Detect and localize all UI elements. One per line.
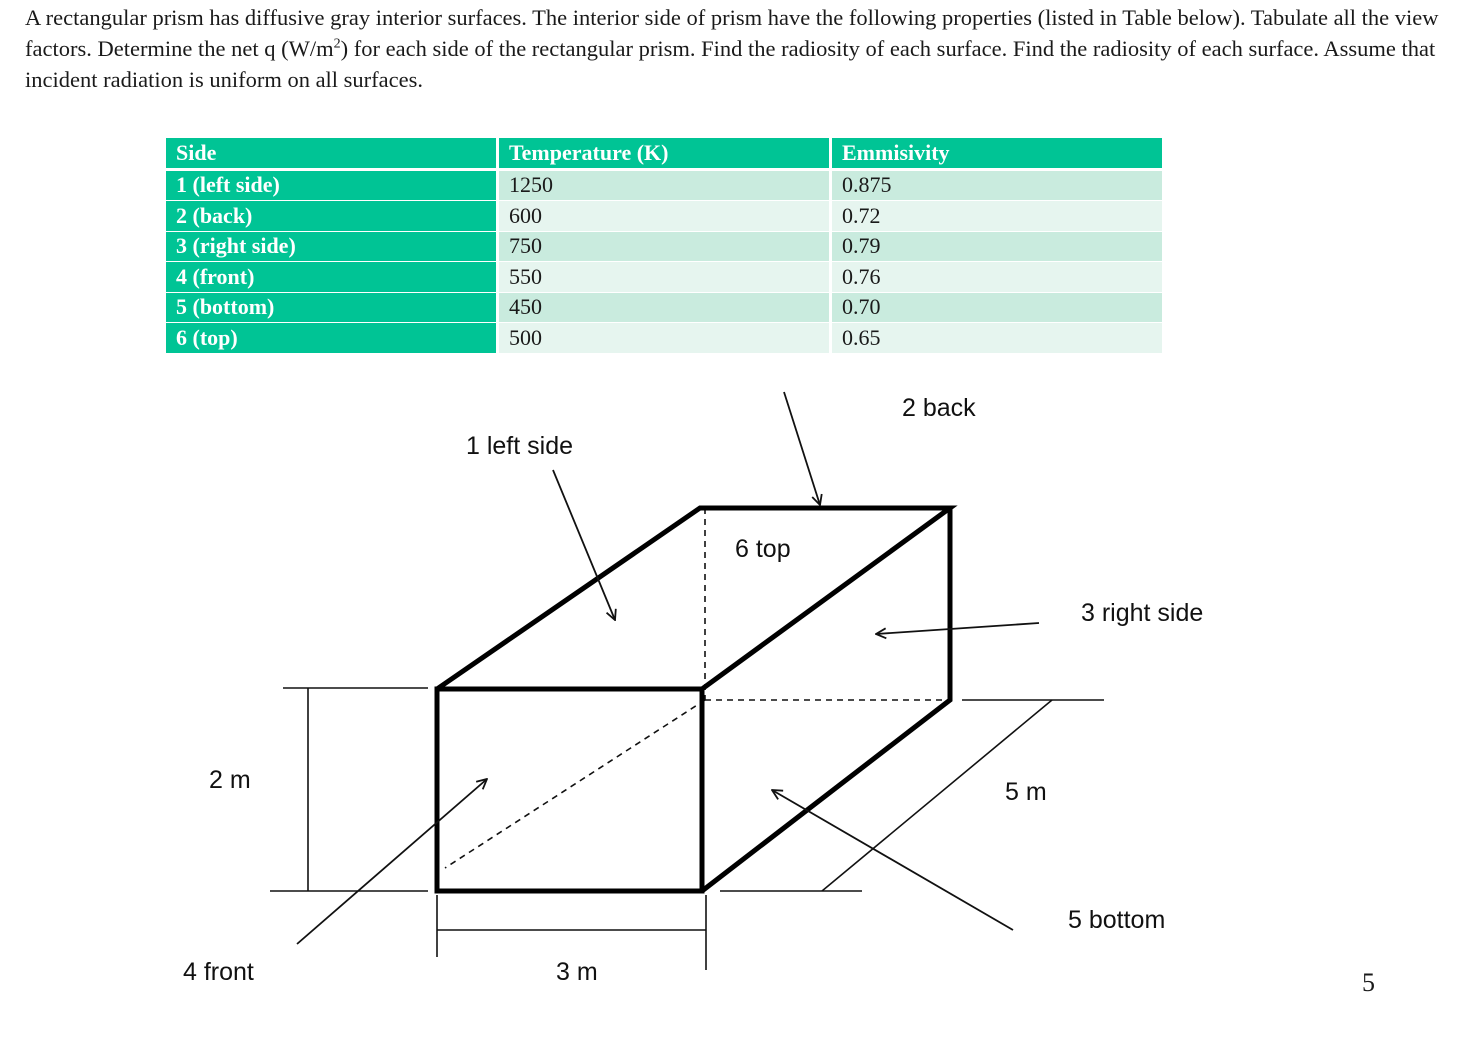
row-side: 6 (top) [166,323,496,353]
problem-text-end: ) for each side of the rectangular prism. Find the radiosity of each surface. Find the radiosity of each surface. Assume that incident radiation is uniform on all surfaces. [25,36,1436,92]
row-temperature: 1250 [499,171,829,201]
row-emissivity: 0.875 [832,171,1162,201]
label-height-dim: 2 m [209,766,251,794]
label-width-dim: 3 m [556,958,598,986]
header-emissivity: Emmisivity [832,138,1162,170]
row-emissivity: 0.76 [832,262,1162,292]
row-side: 2 (back) [166,201,496,231]
row-temperature: 500 [499,323,829,353]
left-side-arrow [553,470,615,620]
right-side-arrow [876,623,1039,634]
label-left-side: 1 left side [466,432,574,460]
front-face-edges [437,689,702,891]
row-side: 4 (front) [166,262,496,292]
row-emissivity: 0.72 [832,201,1162,231]
row-side: 5 (bottom) [166,293,496,323]
row-temperature: 750 [499,232,829,262]
top-face-edges [437,508,950,689]
front-arrow [297,779,487,944]
dimension-lines [270,688,1104,970]
header-temperature: Temperature (K) [499,138,829,170]
row-emissivity: 0.70 [832,293,1162,323]
page-number: 5 [1362,968,1375,997]
header-side: Side [166,138,496,170]
row-temperature: 450 [499,293,829,323]
row-side: 1 (left side) [166,171,496,201]
label-back: 2 back [902,394,976,422]
row-emissivity: 0.79 [832,232,1162,262]
label-depth-dim: 5 m [1005,778,1047,806]
row-emissivity: 0.65 [832,323,1162,353]
row-temperature: 600 [499,201,829,231]
back-arrow [784,392,820,505]
leader-arrows [297,392,1039,944]
bottom-arrow [772,790,1013,930]
row-side: 3 (right side) [166,232,496,262]
problem-text-start: A rectangular prism has diffusive gray interior surfaces. The interior side of prism have the following properties (listed in Table below). Tabulate all the view factors. Determine the net q (W/m [25,5,1439,61]
problem-superscript: 2 [333,36,341,52]
label-top: 6 top [735,535,791,563]
hidden-edge-diagonal [445,700,705,868]
label-bottom: 5 bottom [1068,906,1166,934]
label-front: 4 front [183,958,254,986]
label-right-side: 3 right side [1081,599,1204,627]
row-temperature: 550 [499,262,829,292]
